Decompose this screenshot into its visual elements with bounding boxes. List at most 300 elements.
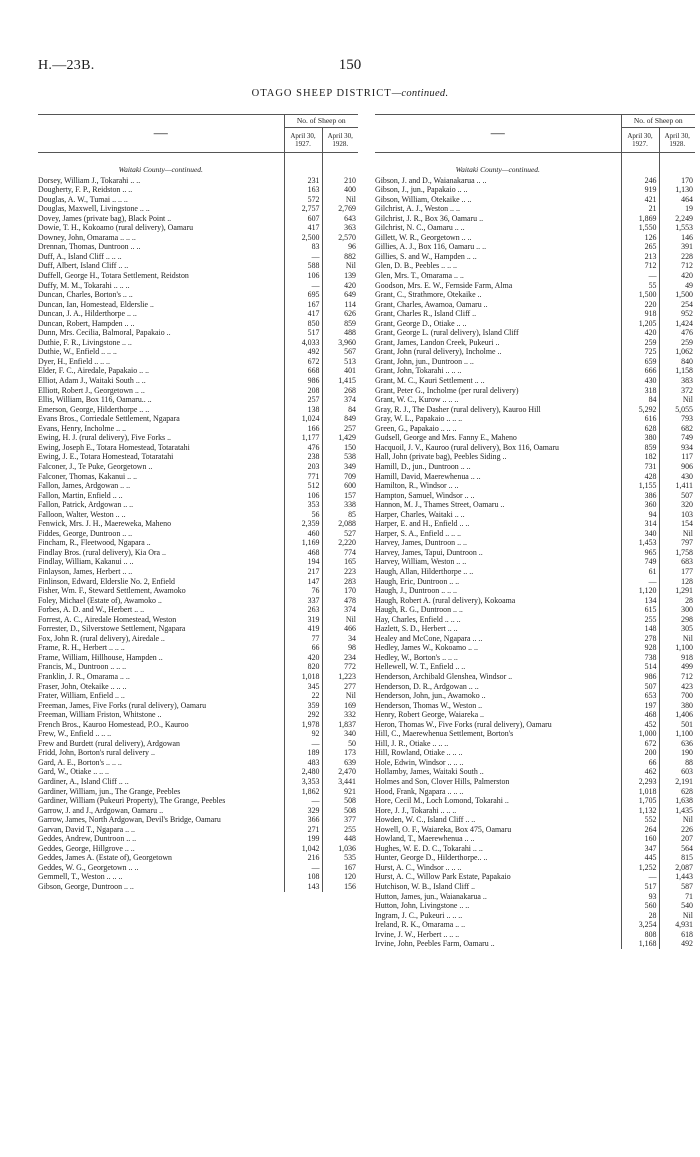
owner-name: Goodson, Mrs. E. W., Fernside Farm, Alma [375, 280, 513, 290]
sheep-1928: 400 [322, 185, 358, 195]
sheep-1928: 85 [322, 510, 358, 520]
sheep-1928: 96 [322, 242, 358, 252]
sheep-1927: 265 [621, 242, 659, 252]
table-row [38, 204, 358, 214]
table-row [375, 882, 695, 892]
table-row [375, 500, 695, 510]
table-row [38, 596, 358, 606]
owner-name: Grant, John, Tokarahi .. .. .. [375, 366, 462, 376]
table-row [38, 195, 358, 205]
table-row [375, 767, 695, 777]
owner-name: Gillies, S. and W., Hampden .. .. [375, 251, 477, 261]
table-row [375, 319, 695, 329]
table-row [375, 519, 695, 529]
sheep-1927: 420 [284, 653, 322, 663]
sheep-1927: 850 [284, 319, 322, 329]
sheep-1928: 255 [322, 825, 358, 835]
sheep-1928: 88 [659, 758, 695, 768]
sheep-1928: 1,443 [659, 872, 695, 882]
sheep-1927: 337 [284, 596, 322, 606]
table-row [38, 347, 358, 357]
table-row [375, 586, 695, 596]
table-row [375, 605, 695, 615]
sheep-1928: 1,429 [322, 433, 358, 443]
sheep-1927: 126 [621, 233, 659, 243]
sheep-1927: 628 [621, 424, 659, 434]
sheep-1928: 712 [659, 261, 695, 271]
owner-name: Fallon, James, Ardgowan .. .. [38, 481, 131, 491]
table-row [375, 271, 695, 281]
sheep-1928: 156 [322, 882, 358, 892]
sheep-1928: Nil [322, 261, 358, 271]
sheep-1928: 259 [659, 338, 695, 348]
table-row [375, 834, 695, 844]
sheep-1927: — [284, 863, 322, 873]
sheep-1928: 906 [659, 462, 695, 472]
sheep-1927: 572 [284, 195, 322, 205]
sheep-1928: 682 [659, 424, 695, 434]
sheep-1927: 199 [284, 834, 322, 844]
sheep-1928: 2,088 [322, 519, 358, 529]
sheep-1927: 420 [621, 328, 659, 338]
table-row [375, 261, 695, 271]
table-row [38, 682, 358, 692]
owner-name: Glen, Mrs. T., Omarama .. .. [375, 271, 464, 281]
owner-name: Hellewell, W. T., Enfield .. .. [375, 662, 466, 672]
sheep-1928: 49 [659, 281, 695, 291]
sheep-1927: 163 [284, 185, 322, 195]
sheep-1927: 517 [621, 882, 659, 892]
owner-name: Gibson, George, Duntroon .. .. [38, 882, 134, 892]
sheep-1928: 420 [659, 271, 695, 281]
owner-name: Findlay, William, Kakanui .. .. [38, 557, 134, 567]
table-row [375, 577, 695, 587]
table-row [375, 901, 695, 911]
owner-name: Fiddes, George, Duntroon .. .. [38, 528, 133, 538]
sheep-1928: 712 [659, 672, 695, 682]
table-row [375, 366, 695, 376]
sheep-1927: 167 [284, 300, 322, 310]
sheep-1927: 417 [284, 223, 322, 233]
table-row [375, 252, 695, 262]
owner-name: Hore, Cecil M., Loch Lomond, Tokarahi .. [375, 796, 509, 806]
sheep-1928: Nil [322, 691, 358, 701]
table-row [38, 261, 358, 271]
sheep-1928: 254 [659, 300, 695, 310]
owner-name: Duff, Albert, Island Cliff .. .. [38, 261, 129, 271]
sheep-1927: 2,480 [284, 767, 322, 777]
sheep-1928: 363 [322, 223, 358, 233]
table-row [375, 433, 695, 443]
sheep-1928: 1,435 [659, 806, 695, 816]
owner-name: Irvine, J. W., Herbert .. .. .. [375, 929, 460, 939]
name-column-header: — [375, 115, 621, 153]
sheep-1928: 1,424 [659, 319, 695, 329]
sheep-1927: 329 [284, 806, 322, 816]
owner-name: Ewing, Joseph E., Totara Homestead, Totaratahi [38, 442, 190, 452]
table-row [375, 529, 695, 539]
sheep-1927: 738 [621, 653, 659, 663]
table-row [375, 710, 695, 720]
sheep-1927: 1,453 [621, 538, 659, 548]
owner-name: Dyer, H., Enfield .. .. .. [38, 356, 110, 366]
table-row [375, 739, 695, 749]
table-row [375, 557, 695, 567]
sheep-1928: 277 [322, 682, 358, 692]
table-row [375, 748, 695, 758]
sheep-1928: 600 [322, 481, 358, 491]
sheep-1927: 588 [284, 261, 322, 271]
sheep-1927: 216 [284, 853, 322, 863]
table-row [375, 347, 695, 357]
sheep-1928: 268 [322, 386, 358, 396]
table-row [375, 300, 695, 310]
table-row [38, 281, 358, 291]
sheep-1927: 263 [284, 605, 322, 615]
table-row [375, 376, 695, 386]
sheep-1928: 492 [659, 939, 695, 949]
sheep-1928: Nil [659, 529, 695, 539]
sheep-1927: 731 [621, 462, 659, 472]
owner-name: Falconer, J., Te Puke, Georgetown .. [38, 461, 153, 471]
sheep-1927: 2,293 [621, 777, 659, 787]
table-row [38, 223, 358, 233]
sheep-1927: 380 [621, 433, 659, 443]
table-row [38, 605, 358, 615]
april-1928-header: April 30, 1928. [322, 128, 358, 153]
sheep-1928: 401 [322, 366, 358, 376]
owner-name: Fox, John R. (rural delivery), Airedale .. [38, 633, 165, 643]
sheep-1927: 143 [284, 882, 322, 892]
owner-name: Ewing, J. E., Totara Homestead, Totaratahi [38, 452, 174, 462]
owner-name: Grant, Charles R., Island Cliff .. [375, 309, 477, 319]
table-row [38, 701, 358, 711]
table-row [375, 682, 695, 692]
owner-name: Foley, Michael (Estate of), Awamoko .. [38, 595, 162, 605]
sheep-1927: 725 [621, 347, 659, 357]
sheep-1928: 298 [659, 615, 695, 625]
owner-name: Duncan, Ian, Homestead, Elderslie .. [38, 299, 154, 309]
sheep-1927: — [621, 271, 659, 281]
table-row [38, 424, 358, 434]
table-row [375, 176, 695, 186]
owner-name: Hall, John (private bag), Peebles Siding .. [375, 452, 507, 462]
owner-name: Gillett, W. R., Georgetown .. .. [375, 232, 472, 242]
sheep-1928: 305 [659, 624, 695, 634]
owner-name: Franklin, J. R., Omarama .. .. [38, 671, 130, 681]
sheep-1927: 771 [284, 472, 322, 482]
sheep-1928: 448 [322, 834, 358, 844]
sheep-1927: 147 [284, 577, 322, 587]
owner-name: Douglas, Maxwell, Livingstone .. .. [38, 204, 150, 214]
sheep-1928: 34 [322, 634, 358, 644]
sheep-1928: 709 [322, 472, 358, 482]
owner-name: Duff, A., Island Cliff .. .. .. [38, 251, 122, 261]
sheep-1928: 1,758 [659, 548, 695, 558]
sheep-1927: 1,862 [284, 787, 322, 797]
table-row [375, 443, 695, 453]
owner-name: Ingram, J. C., Pukeuri .. .. .. [375, 910, 463, 920]
owner-name: Fallon, Martin, Enfield .. .. [38, 490, 123, 500]
sheep-1928: 340 [322, 729, 358, 739]
sheep-1927: 468 [621, 710, 659, 720]
table-row [375, 290, 695, 300]
sheep-1927: 4,033 [284, 338, 322, 348]
sheep-1927: 668 [284, 366, 322, 376]
owner-name: Hedley, James W., Kokoamo .. .. [375, 643, 478, 653]
owner-name: Gillies, A. J., Box 116, Oamaru .. .. [375, 242, 487, 252]
sheep-1927: — [284, 281, 322, 291]
table-row [38, 414, 358, 424]
page-id: H.—23B. [38, 58, 95, 73]
sheep-1928: 71 [659, 892, 695, 902]
sheep-1928: 643 [322, 214, 358, 224]
sheep-1927: 217 [284, 567, 322, 577]
sheep-1928: 535 [322, 853, 358, 863]
owner-name: Gilchrist, J. R., Box 36, Oamaru .. [375, 213, 484, 223]
table-row [375, 615, 695, 625]
sheep-1927: 1,120 [621, 586, 659, 596]
sheep-1928: Nil [659, 634, 695, 644]
sheep-1928: 488 [322, 328, 358, 338]
sheep-1927: 468 [284, 548, 322, 558]
sheep-1928: 1,100 [659, 643, 695, 653]
owner-name: Frame, William, Hillhouse, Hampden .. [38, 652, 163, 662]
sheep-1928: 2,769 [322, 204, 358, 214]
owner-name: Fincham, R., Fleetwood, Ngapara .. [38, 538, 151, 548]
table-row [375, 853, 695, 863]
sheep-1927: 2,500 [284, 233, 322, 243]
sheep-1927: 197 [621, 701, 659, 711]
owner-name: Duthie, F. R., Livingstone .. .. [38, 337, 132, 347]
sheep-1928: 849 [322, 414, 358, 424]
sheep-1928: 228 [659, 252, 695, 262]
table-row [38, 319, 358, 329]
sheep-1928: 1,158 [659, 366, 695, 376]
owner-name: Elliott, Robert J., Georgetown .. .. [38, 385, 145, 395]
table-row [375, 596, 695, 606]
table-row [38, 777, 358, 787]
table-row [38, 662, 358, 672]
sheep-1928: 332 [322, 710, 358, 720]
table-row [38, 338, 358, 348]
table-row [38, 872, 358, 882]
owner-name: Gray, R. J., The Dasher (rural delivery), Kauroo Hill [375, 404, 541, 414]
sheep-1928: 540 [659, 901, 695, 911]
left-column [38, 114, 358, 892]
sheep-1927: 182 [621, 452, 659, 462]
sheep-1928: 934 [659, 443, 695, 453]
sheep-1928: 173 [322, 748, 358, 758]
sheep-1928: 169 [322, 701, 358, 711]
sheep-1927: 666 [621, 366, 659, 376]
sheep-1927: 134 [621, 596, 659, 606]
sheep-1928: 146 [659, 233, 695, 243]
sheep-1927: 345 [284, 682, 322, 692]
table-row [38, 672, 358, 682]
table-row [38, 834, 358, 844]
sheep-1928: 501 [659, 720, 695, 730]
table-row [375, 920, 695, 930]
table-row [375, 701, 695, 711]
table-row [38, 491, 358, 501]
sheep-1927: 430 [621, 376, 659, 386]
sheep-1927: 340 [621, 529, 659, 539]
sheep-1928: 921 [322, 787, 358, 797]
owner-name: Haugh, J., Duntroon .. .. .. [375, 586, 457, 596]
table-row [375, 357, 695, 367]
owner-name: Dovey, James (private bag), Black Point .. [38, 213, 172, 223]
sheep-1928: 377 [322, 815, 358, 825]
sheep-1928: 170 [322, 586, 358, 596]
table-row [375, 214, 695, 224]
table-row [38, 214, 358, 224]
sheep-1927: 231 [284, 176, 322, 186]
sheep-1928: 1,553 [659, 223, 695, 233]
sheep-1928: 464 [659, 195, 695, 205]
owner-name: Henderson, Archibald Glenshea, Windsor .. [375, 671, 513, 681]
sheep-1928: 476 [659, 328, 695, 338]
owner-name: Grant, Charles, Awamoa, Oamaru .. [375, 299, 488, 309]
sheep-1928: 587 [659, 882, 695, 892]
sheep-1928: 257 [322, 424, 358, 434]
owner-name: Grant, James, Landon Creek, Pukeuri .. [375, 337, 500, 347]
sheep-1927: 712 [621, 261, 659, 271]
table-row [375, 806, 695, 816]
sheep-1928: 120 [322, 872, 358, 882]
table-row [375, 242, 695, 252]
table-row [38, 624, 358, 634]
sheep-1927: — [621, 872, 659, 882]
table-row [375, 281, 695, 291]
owner-name: Hacquoil, J. V., Kauroo (rural delivery), Box 116, Oamaru [375, 442, 559, 452]
sheep-1928: 139 [322, 271, 358, 281]
table-row [38, 739, 358, 749]
owner-name: Drennan, Thomas, Duntroon .. .. [38, 242, 141, 252]
sheep-1927: 22 [284, 691, 322, 701]
sheep-1927: 66 [621, 758, 659, 768]
table-row [38, 252, 358, 262]
sheep-1928: 538 [322, 452, 358, 462]
sheep-1928: 1,406 [659, 710, 695, 720]
owner-name: Hutton, James, jun., Waianakarua .. [375, 891, 487, 901]
owner-name: Gard, W., Otiake .. .. .. [38, 767, 110, 777]
table-row [38, 405, 358, 415]
sheep-1928: 1,291 [659, 586, 695, 596]
sheep-1927: 460 [284, 529, 322, 539]
sheep-1927: 108 [284, 872, 322, 882]
owner-name: Hampton, Samuel, Windsor .. .. [375, 490, 475, 500]
table-row [38, 300, 358, 310]
table-row [375, 233, 695, 243]
owner-name: Ireland, R. K., Omarama .. .. [375, 920, 466, 930]
sheep-1928: 103 [659, 510, 695, 520]
owner-name: Forbes, A. D. and W., Herbert .. .. [38, 605, 145, 615]
owner-name: Ellis, William, Box 116, Oamaru.. .. [38, 395, 152, 405]
sheep-1928: 283 [322, 577, 358, 587]
sheep-1927: 77 [284, 634, 322, 644]
owner-name: Elder, F. C., Airedale, Papakaio .. .. [38, 366, 150, 376]
sheep-1928: 207 [659, 834, 695, 844]
table-row [38, 271, 358, 281]
right-column [375, 114, 695, 949]
sheep-1927: 83 [284, 242, 322, 252]
table-row [375, 691, 695, 701]
table-row [38, 815, 358, 825]
owner-name: Howden, W. C., Island Cliff .. .. [375, 815, 476, 825]
sheep-1928: 1,638 [659, 796, 695, 806]
owner-name: Gudsell, George and Mrs. Fanny E., Maheno [375, 433, 517, 443]
owner-name: Falloon, Walter, Weston .. .. [38, 509, 126, 519]
table-row [375, 452, 695, 462]
table-row [375, 844, 695, 854]
owner-name: Glen, D. B., Peebles .. .. .. [375, 261, 457, 271]
sheep-1927: 476 [284, 443, 322, 453]
table-row [38, 395, 358, 405]
sheep-1927: 1,168 [621, 939, 659, 949]
sheep-1928: 1,837 [322, 720, 358, 730]
owner-name: Grant, John (rural delivery), Incholme .. [375, 347, 502, 357]
sheep-1927: 1,205 [621, 319, 659, 329]
sheep-1927: 84 [621, 395, 659, 405]
sheep-1928: 700 [659, 691, 695, 701]
owner-name: Hill, J. R., Otiake .. .. .. [375, 738, 449, 748]
sheep-1927: 148 [621, 624, 659, 634]
sheep-1928: 918 [659, 653, 695, 663]
sheep-1927: 820 [284, 662, 322, 672]
section-heading: Waitaki County—continued. [455, 165, 540, 174]
sheep-1928: 636 [659, 739, 695, 749]
sheep-1927: 552 [621, 815, 659, 825]
sheep-1927: 353 [284, 500, 322, 510]
sheep-1927: 1,000 [621, 729, 659, 739]
owner-name: Dowie, T. H., Kokoamo (rural delivery), Oamaru [38, 223, 194, 233]
sheep-1928: 1,411 [659, 481, 695, 491]
page-title [0, 88, 700, 99]
owner-name: Harvey, William, Weston .. .. [375, 557, 467, 567]
table-row [38, 357, 358, 367]
april-1927-header: April 30, 1927. [621, 128, 659, 153]
table-row [375, 758, 695, 768]
owner-name: Downey, John, Omarama .. .. .. [38, 232, 136, 242]
sheep-1927: 2,359 [284, 519, 322, 529]
owner-name: Irvine, John, Peebles Farm, Oamaru .. [375, 939, 495, 949]
owner-name: Henry, Robert George, Waiareka .. [375, 710, 484, 720]
table-row [38, 433, 358, 443]
sheep-1928: 840 [659, 357, 695, 367]
table-row [38, 557, 358, 567]
sheep-1927: 194 [284, 557, 322, 567]
sheep-1927: 386 [621, 491, 659, 501]
table-row [375, 223, 695, 233]
owner-name: Geddes, Andrew, Duntroon .. .. [38, 834, 137, 844]
owner-name: Hamill, David, Maerewhenua .. .. [375, 471, 481, 481]
page-number: 150 [338, 57, 362, 73]
sheep-1927: 360 [621, 500, 659, 510]
sheep-1927: 319 [284, 615, 322, 625]
owner-name: Holmes and Son, Clover Hills, Palmerston [375, 777, 510, 786]
table-row [375, 653, 695, 663]
sheep-1927: 1,978 [284, 720, 322, 730]
page-title-continued: —continued. [391, 88, 449, 99]
sheep-1927: 659 [621, 357, 659, 367]
sheep-1927: 653 [621, 691, 659, 701]
sheep-1928: 300 [659, 605, 695, 615]
table-row [38, 510, 358, 520]
owner-name: Geddes, James A. (Estate of), Georgetown [38, 853, 172, 863]
owner-name: Henderson, John, jun., Awamoko .. [375, 691, 486, 701]
sheep-1927: 672 [621, 739, 659, 749]
